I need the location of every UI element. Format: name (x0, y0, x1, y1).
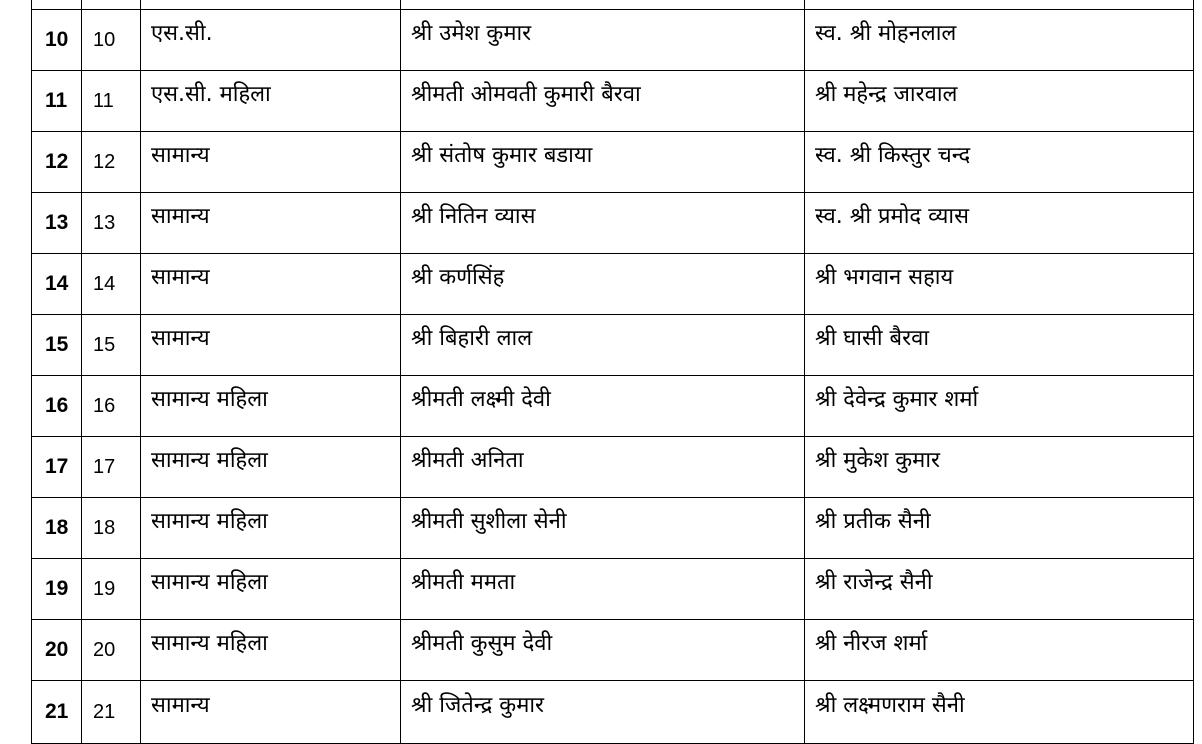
member-name-cell: श्रीमती ममता (401, 559, 805, 620)
ward-number-cell (32, 0, 82, 10)
ward-number-cell: 16 (32, 376, 82, 437)
table-row (32, 559, 1194, 620)
father-name-cell: स्व. श्री प्रमोद व्यास (805, 193, 1194, 254)
father-name-cell: श्री राजेन्द्र सैनी (805, 559, 1194, 620)
category-cell: सामान्य महिला (141, 437, 401, 498)
father-name-cell: श्री नीरज शर्मा (805, 620, 1194, 681)
category-cell (141, 0, 401, 10)
category-cell: सामान्य (141, 254, 401, 315)
serial-number-cell: 18 (82, 498, 141, 559)
serial-number-cell: 19 (82, 559, 141, 620)
serial-number-cell: 17 (82, 437, 141, 498)
table-row (32, 71, 1194, 132)
member-name-cell: श्री संतोष कुमार बडाया (401, 132, 805, 193)
ward-number-cell: 19 (32, 559, 82, 620)
father-name-cell: श्री प्रतीक सैनी (805, 498, 1194, 559)
table-row (32, 132, 1194, 193)
category-cell: सामान्य महिला (141, 559, 401, 620)
father-name-cell: श्री भगवान सहाय (805, 254, 1194, 315)
category-cell: सामान्य महिला (141, 376, 401, 437)
category-cell: सामान्य (141, 315, 401, 376)
table-row (32, 193, 1194, 254)
member-name-cell: श्री कर्णसिंह (401, 254, 805, 315)
ward-number-cell: 12 (32, 132, 82, 193)
father-name-cell (805, 0, 1194, 10)
member-name-cell: श्रीमती अनिता (401, 437, 805, 498)
category-cell: सामान्य (141, 132, 401, 193)
table-row (32, 10, 1194, 71)
ward-number-cell: 11 (32, 71, 82, 132)
ward-member-table-body (32, 0, 1194, 744)
ward-number-cell: 21 (32, 681, 82, 744)
ward-number-cell: 20 (32, 620, 82, 681)
serial-number-cell: 14 (82, 254, 141, 315)
ward-number-cell: 13 (32, 193, 82, 254)
table-row (32, 681, 1194, 744)
father-name-cell: श्री महेन्द्र जारवाल (805, 71, 1194, 132)
serial-number-cell: 12 (82, 132, 141, 193)
table-row (32, 0, 1194, 10)
serial-number-cell: 13 (82, 193, 141, 254)
table-row (32, 437, 1194, 498)
category-cell: सामान्य महिला (141, 498, 401, 559)
member-name-cell: श्रीमती सुशीला सेनी (401, 498, 805, 559)
serial-number-cell: 20 (82, 620, 141, 681)
category-cell: एस.सी. (141, 10, 401, 71)
father-name-cell: स्व. श्री किस्तुर चन्द (805, 132, 1194, 193)
ward-number-cell: 14 (32, 254, 82, 315)
table-row (32, 254, 1194, 315)
member-name-cell: श्रीमती कुसुम देवी (401, 620, 805, 681)
father-name-cell: श्री घासी बैरवा (805, 315, 1194, 376)
member-name-cell: श्री जितेन्द्र कुमार (401, 681, 805, 744)
father-name-cell: श्री देवेन्द्र कुमार शर्मा (805, 376, 1194, 437)
ward-number-cell: 18 (32, 498, 82, 559)
serial-number-cell: 21 (82, 681, 141, 744)
father-name-cell: श्री मुकेश कुमार (805, 437, 1194, 498)
member-name-cell: श्रीमती ओमवती कुमारी बैरवा (401, 71, 805, 132)
ward-number-cell: 10 (32, 10, 82, 71)
father-name-cell: स्व. श्री मोहनलाल (805, 10, 1194, 71)
category-cell: सामान्य (141, 681, 401, 744)
father-name-cell: श्री लक्ष्मणराम सैनी (805, 681, 1194, 744)
serial-number-cell: 11 (82, 71, 141, 132)
ward-member-table (31, 0, 1194, 744)
ward-number-cell: 17 (32, 437, 82, 498)
serial-number-cell (82, 0, 141, 10)
member-name-cell (401, 0, 805, 10)
member-name-cell: श्रीमती लक्ष्मी देवी (401, 376, 805, 437)
table-row (32, 498, 1194, 559)
table-row (32, 376, 1194, 437)
ward-number-cell: 15 (32, 315, 82, 376)
serial-number-cell: 15 (82, 315, 141, 376)
category-cell: सामान्य महिला (141, 620, 401, 681)
member-name-cell: श्री नितिन व्यास (401, 193, 805, 254)
serial-number-cell: 16 (82, 376, 141, 437)
member-name-cell: श्री उमेश कुमार (401, 10, 805, 71)
table-row (32, 620, 1194, 681)
category-cell: सामान्य (141, 193, 401, 254)
serial-number-cell: 10 (82, 10, 141, 71)
category-cell: एस.सी. महिला (141, 71, 401, 132)
member-name-cell: श्री बिहारी लाल (401, 315, 805, 376)
table-row (32, 315, 1194, 376)
